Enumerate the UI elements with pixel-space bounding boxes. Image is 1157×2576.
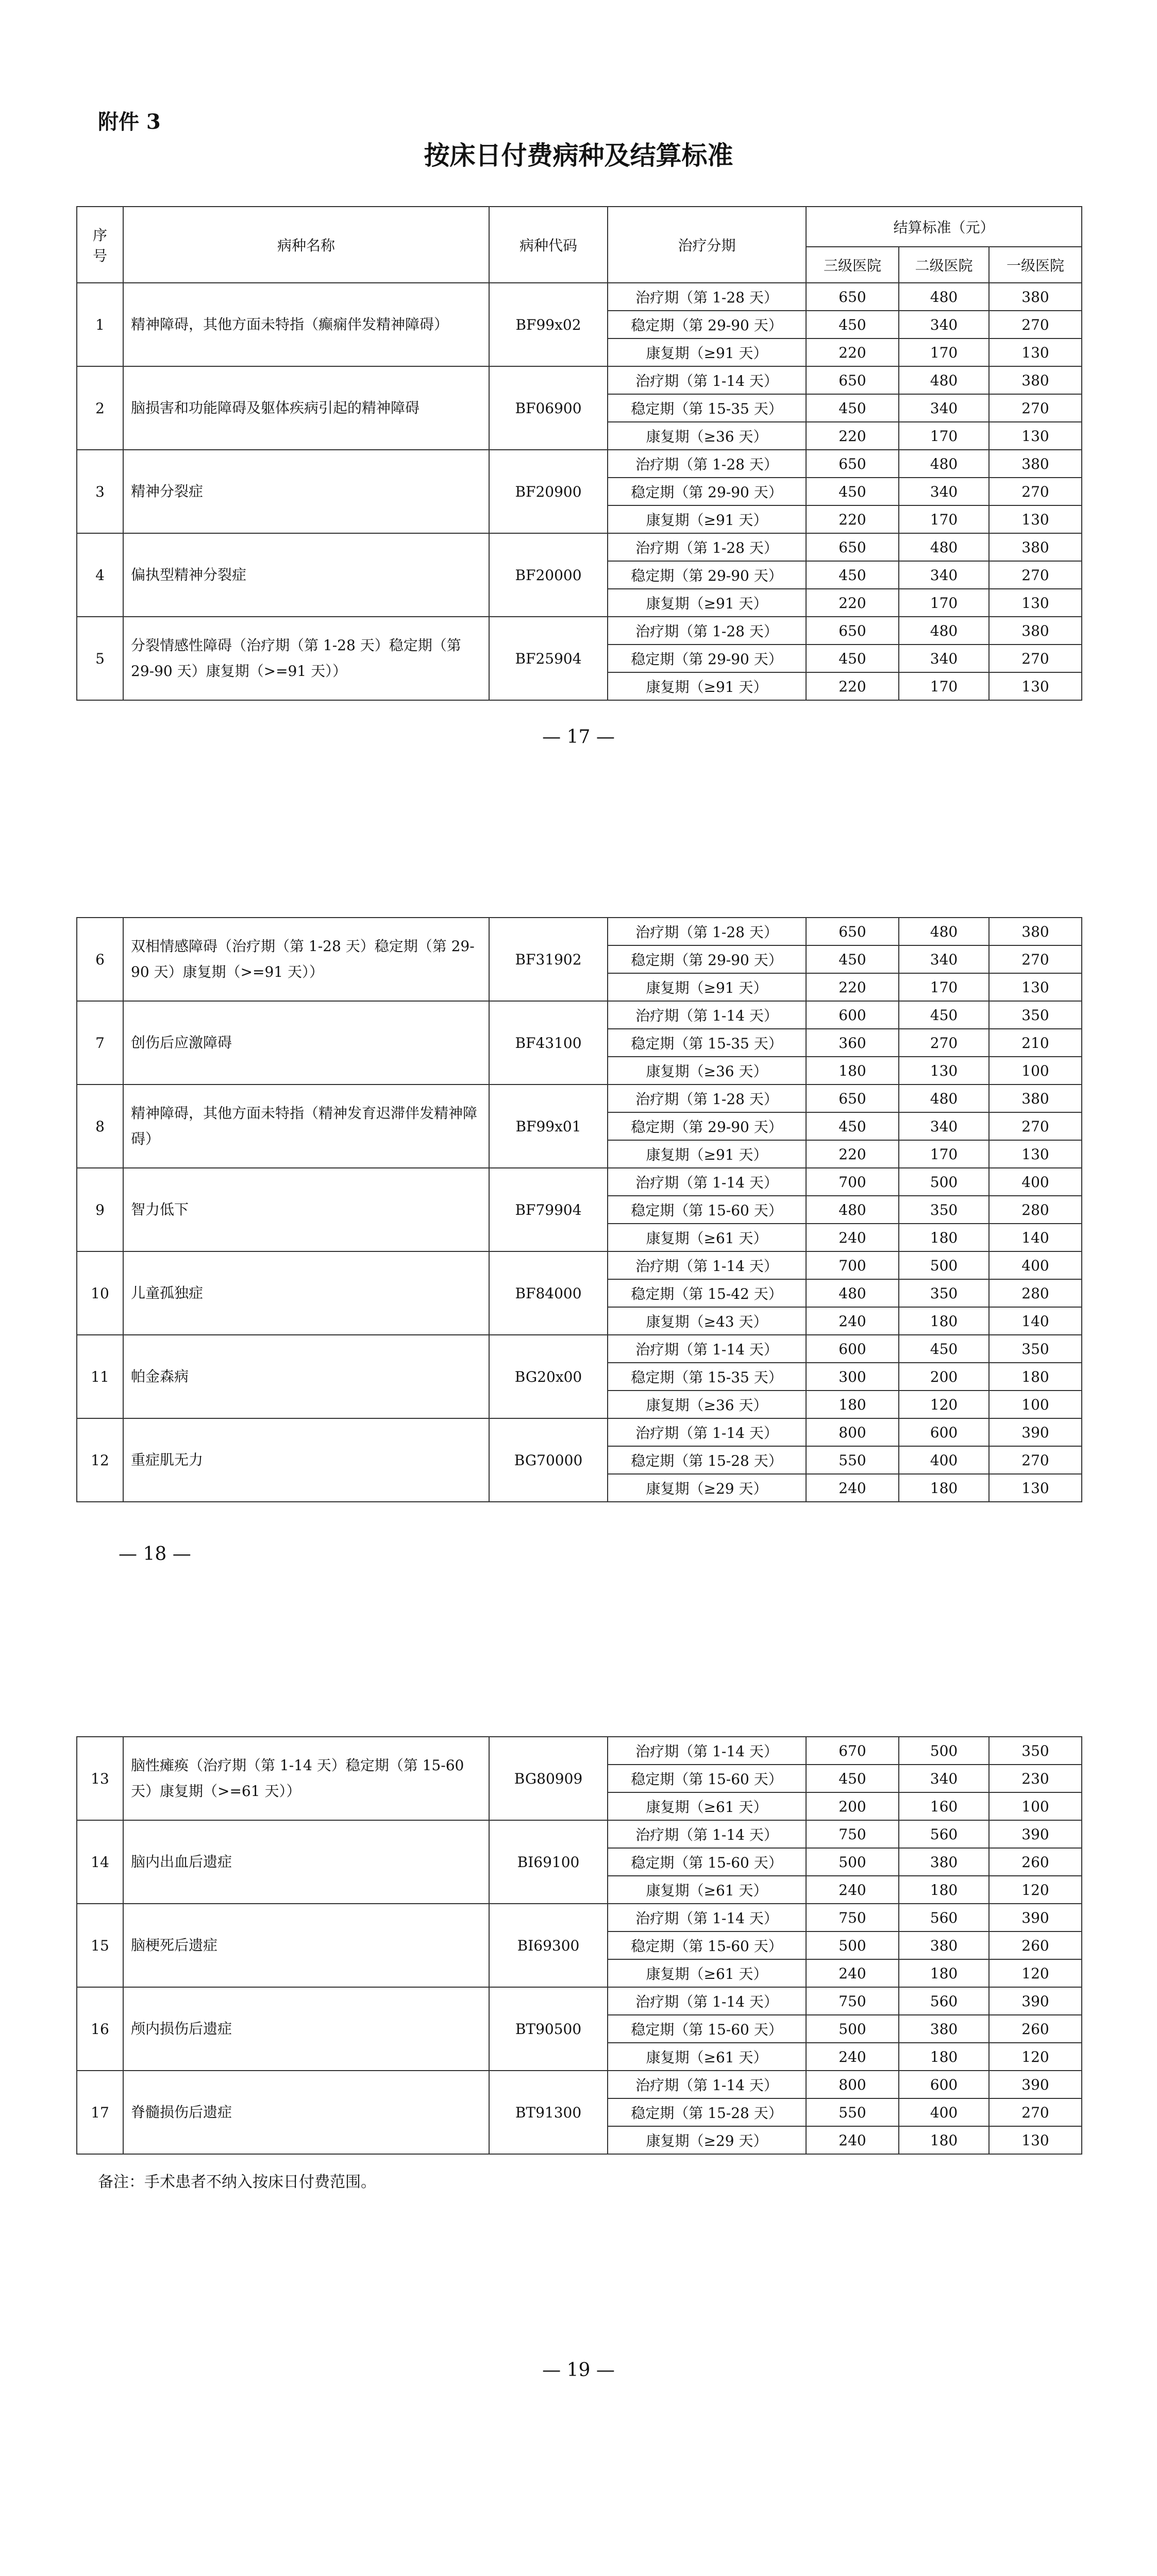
disease-number: 14 <box>77 1820 123 1904</box>
treatment-period: 治疗期（第 1-28 天） <box>608 533 806 561</box>
treatment-period: 康复期（≥61 天） <box>608 1876 806 1904</box>
disease-name: 帕金森病 <box>123 1335 489 1418</box>
level2-price: 120 <box>899 1391 989 1418</box>
level2-price: 350 <box>899 1196 989 1224</box>
disease-number: 15 <box>77 1904 123 1987</box>
level1-price: 270 <box>989 311 1082 338</box>
level2-price: 270 <box>899 1029 989 1057</box>
table-row <box>77 1168 1082 1196</box>
level1-price: 210 <box>989 1029 1082 1057</box>
disease-name: 智力低下 <box>123 1168 489 1251</box>
treatment-period: 稳定期（第 15-35 天） <box>608 1363 806 1391</box>
disease-number: 11 <box>77 1335 123 1418</box>
level1-price: 350 <box>989 1737 1082 1765</box>
table-row <box>77 450 1082 478</box>
disease-name: 精神分裂症 <box>123 450 489 533</box>
level2-price: 180 <box>899 1959 989 1987</box>
treatment-period: 稳定期（第 15-60 天） <box>608 1765 806 1792</box>
disease-number: 13 <box>77 1737 123 1820</box>
level2-price: 350 <box>899 1279 989 1307</box>
disease-code: BF84000 <box>489 1251 608 1335</box>
treatment-period: 稳定期（第 29-90 天） <box>608 478 806 505</box>
treatment-period: 稳定期（第 15-60 天） <box>608 2015 806 2043</box>
table-row <box>77 1001 1082 1029</box>
table-row <box>77 1084 1082 1112</box>
level2-price: 170 <box>899 338 989 366</box>
level1-price: 380 <box>989 617 1082 645</box>
table-row <box>77 617 1082 645</box>
level1-price: 380 <box>989 283 1082 311</box>
treatment-period: 治疗期（第 1-14 天） <box>608 1168 806 1196</box>
level2-price: 340 <box>899 945 989 973</box>
header-treatment-period: 治疗分期 <box>608 207 806 283</box>
treatment-period: 治疗期（第 1-28 天） <box>608 617 806 645</box>
level1-price: 270 <box>989 645 1082 672</box>
treatment-period: 康复期（≥91 天） <box>608 505 806 533</box>
level1-price: 130 <box>989 505 1082 533</box>
level3-price: 750 <box>806 1904 899 1931</box>
level3-price: 450 <box>806 311 899 338</box>
footnote: 备注：手术患者不纳入按床日付费范围。 <box>98 2173 376 2191</box>
level2-price: 340 <box>899 1112 989 1140</box>
disease-code: BF20900 <box>489 450 608 533</box>
treatment-period: 治疗期（第 1-28 天） <box>608 283 806 311</box>
disease-name: 颅内损伤后遗症 <box>123 1987 489 2071</box>
level3-price: 450 <box>806 1112 899 1140</box>
disease-name: 偏执型精神分裂症 <box>123 533 489 617</box>
level1-price: 390 <box>989 1904 1082 1931</box>
header-settlement-standard: 结算标准（元） <box>806 207 1082 247</box>
treatment-period: 康复期（≥36 天） <box>608 422 806 450</box>
disease-name: 儿童孤独症 <box>123 1251 489 1335</box>
disease-name: 分裂情感性障碍（治疗期（第 1-28 天）稳定期（第 29-90 天）康复期（>=91 天）） <box>123 617 489 700</box>
header-disease-name: 病种名称 <box>123 207 489 283</box>
level1-price: 400 <box>989 1168 1082 1196</box>
level1-price: 100 <box>989 1792 1082 1820</box>
level2-price: 180 <box>899 1224 989 1251</box>
level1-price: 270 <box>989 1446 1082 1474</box>
table-row <box>77 1251 1082 1279</box>
level2-price: 340 <box>899 311 989 338</box>
disease-number: 1 <box>77 283 123 366</box>
treatment-period: 稳定期（第 29-90 天） <box>608 945 806 973</box>
level3-price: 550 <box>806 1446 899 1474</box>
level3-price: 220 <box>806 338 899 366</box>
treatment-period: 康复期（≥61 天） <box>608 1792 806 1820</box>
treatment-period: 康复期（≥91 天） <box>608 973 806 1001</box>
level3-price: 450 <box>806 1765 899 1792</box>
level1-price: 130 <box>989 2126 1082 2154</box>
level3-price: 650 <box>806 918 899 945</box>
treatment-period: 治疗期（第 1-14 天） <box>608 2071 806 2098</box>
treatment-period: 康复期（≥91 天） <box>608 338 806 366</box>
table-row <box>77 533 1082 561</box>
header-level2-hospital: 二级医院 <box>899 247 989 283</box>
level1-price: 400 <box>989 1251 1082 1279</box>
treatment-period: 康复期（≥29 天） <box>608 2126 806 2154</box>
table-row <box>77 1737 1082 1765</box>
disease-number: 8 <box>77 1084 123 1168</box>
level3-price: 300 <box>806 1363 899 1391</box>
disease-name: 精神障碍，其他方面未特指（精神发育迟滞伴发精神障碍） <box>123 1084 489 1168</box>
treatment-period: 稳定期（第 15-35 天） <box>608 1029 806 1057</box>
level3-price: 700 <box>806 1168 899 1196</box>
level3-price: 750 <box>806 1987 899 2015</box>
level1-price: 390 <box>989 1987 1082 2015</box>
level1-price: 270 <box>989 478 1082 505</box>
level2-price: 170 <box>899 1140 989 1168</box>
level1-price: 280 <box>989 1196 1082 1224</box>
level1-price: 270 <box>989 561 1082 589</box>
disease-code: BG70000 <box>489 1418 608 1502</box>
treatment-period: 康复期（≥61 天） <box>608 2043 806 2071</box>
level2-price: 180 <box>899 1474 989 1502</box>
level1-price: 120 <box>989 1876 1082 1904</box>
level2-price: 180 <box>899 2043 989 2071</box>
level1-price: 260 <box>989 1931 1082 1959</box>
disease-number: 5 <box>77 617 123 700</box>
level2-price: 380 <box>899 1848 989 1876</box>
level2-price: 480 <box>899 617 989 645</box>
disease-name: 脊髓损伤后遗症 <box>123 2071 489 2154</box>
level1-price: 380 <box>989 533 1082 561</box>
treatment-period: 稳定期（第 15-42 天） <box>608 1279 806 1307</box>
disease-number: 7 <box>77 1001 123 1084</box>
disease-number: 10 <box>77 1251 123 1335</box>
level1-price: 270 <box>989 394 1082 422</box>
treatment-period: 稳定期（第 15-60 天） <box>608 1196 806 1224</box>
treatment-period: 治疗期（第 1-14 天） <box>608 1737 806 1765</box>
level3-price: 480 <box>806 1279 899 1307</box>
disease-code: BF99x01 <box>489 1084 608 1168</box>
level2-price: 560 <box>899 1904 989 1931</box>
level1-price: 130 <box>989 1140 1082 1168</box>
treatment-period: 康复期（≥36 天） <box>608 1057 806 1084</box>
treatment-period: 治疗期（第 1-14 天） <box>608 1418 806 1446</box>
level2-price: 380 <box>899 1931 989 1959</box>
table-row <box>77 2071 1082 2098</box>
treatment-period: 治疗期（第 1-28 天） <box>608 1084 806 1112</box>
level3-price: 180 <box>806 1057 899 1084</box>
disease-code: BF06900 <box>489 366 608 450</box>
header-level1-hospital: 一级医院 <box>989 247 1082 283</box>
disease-number: 2 <box>77 366 123 450</box>
header-disease-code: 病种代码 <box>489 207 608 283</box>
level1-price: 130 <box>989 1474 1082 1502</box>
level3-price: 550 <box>806 2098 899 2126</box>
level3-price: 180 <box>806 1391 899 1418</box>
level2-price: 560 <box>899 1987 989 2015</box>
level3-price: 220 <box>806 672 899 700</box>
treatment-period: 稳定期（第 15-60 天） <box>608 1848 806 1876</box>
level2-price: 480 <box>899 366 989 394</box>
table-row <box>77 918 1082 945</box>
level3-price: 500 <box>806 1931 899 1959</box>
level1-price: 180 <box>989 1363 1082 1391</box>
level3-price: 450 <box>806 561 899 589</box>
level3-price: 220 <box>806 973 899 1001</box>
level2-price: 600 <box>899 1418 989 1446</box>
level2-price: 500 <box>899 1168 989 1196</box>
level2-price: 400 <box>899 1446 989 1474</box>
level2-price: 180 <box>899 2126 989 2154</box>
disease-code: BI69300 <box>489 1904 608 1987</box>
treatment-period: 治疗期（第 1-14 天） <box>608 1001 806 1029</box>
level1-price: 390 <box>989 2071 1082 2098</box>
level3-price: 650 <box>806 366 899 394</box>
level3-price: 650 <box>806 450 899 478</box>
level1-price: 270 <box>989 945 1082 973</box>
level1-price: 270 <box>989 1112 1082 1140</box>
level2-price: 170 <box>899 505 989 533</box>
level3-price: 450 <box>806 478 899 505</box>
level3-price: 240 <box>806 1959 899 1987</box>
level2-price: 340 <box>899 645 989 672</box>
settlement-table-page-19 <box>76 1736 1082 2155</box>
treatment-period: 康复期（≥36 天） <box>608 1391 806 1418</box>
treatment-period: 治疗期（第 1-14 天） <box>608 1335 806 1363</box>
level3-price: 650 <box>806 1084 899 1112</box>
disease-code: BI69100 <box>489 1820 608 1904</box>
disease-code: BF25904 <box>489 617 608 700</box>
header-level3-hospital: 三级医院 <box>806 247 899 283</box>
level3-price: 800 <box>806 1418 899 1446</box>
disease-code: BT90500 <box>489 1987 608 2071</box>
page-number-17: — 17 — <box>542 726 615 748</box>
page-number-18: — 18 — <box>119 1544 191 1565</box>
level1-price: 130 <box>989 422 1082 450</box>
level2-price: 160 <box>899 1792 989 1820</box>
treatment-period: 治疗期（第 1-14 天） <box>608 1820 806 1848</box>
disease-name: 脑梗死后遗症 <box>123 1904 489 1987</box>
level2-price: 480 <box>899 533 989 561</box>
table-row <box>77 1335 1082 1363</box>
level3-price: 500 <box>806 2015 899 2043</box>
level2-price: 200 <box>899 1363 989 1391</box>
level2-price: 170 <box>899 973 989 1001</box>
treatment-period: 稳定期（第 29-90 天） <box>608 561 806 589</box>
level3-price: 650 <box>806 283 899 311</box>
treatment-period: 康复期（≥29 天） <box>608 1474 806 1502</box>
level2-price: 600 <box>899 2071 989 2098</box>
table-row <box>77 1904 1082 1931</box>
disease-name: 脑性瘫痪（治疗期（第 1-14 天）稳定期（第 15-60 天）康复期（>=61 天）） <box>123 1737 489 1820</box>
level2-price: 130 <box>899 1057 989 1084</box>
treatment-period: 稳定期（第 15-28 天） <box>608 2098 806 2126</box>
level2-price: 340 <box>899 478 989 505</box>
disease-name: 脑内出血后遗症 <box>123 1820 489 1904</box>
page-number-19: — 19 — <box>542 2360 615 2381</box>
level3-price: 480 <box>806 1196 899 1224</box>
level2-price: 480 <box>899 450 989 478</box>
table-row <box>77 1418 1082 1446</box>
level1-price: 350 <box>989 1335 1082 1363</box>
disease-number: 4 <box>77 533 123 617</box>
level1-price: 380 <box>989 918 1082 945</box>
level3-price: 240 <box>806 2043 899 2071</box>
level3-price: 220 <box>806 1140 899 1168</box>
treatment-period: 康复期（≥61 天） <box>608 1224 806 1251</box>
disease-code: BF31902 <box>489 918 608 1001</box>
level3-price: 240 <box>806 2126 899 2154</box>
level2-price: 450 <box>899 1001 989 1029</box>
level2-price: 170 <box>899 422 989 450</box>
level2-price: 340 <box>899 394 989 422</box>
level3-price: 240 <box>806 1876 899 1904</box>
disease-code: BG80909 <box>489 1737 608 1820</box>
level3-price: 670 <box>806 1737 899 1765</box>
level3-price: 600 <box>806 1001 899 1029</box>
treatment-period: 治疗期（第 1-14 天） <box>608 1251 806 1279</box>
treatment-period: 治疗期（第 1-14 天） <box>608 1904 806 1931</box>
treatment-period: 稳定期（第 15-28 天） <box>608 1446 806 1474</box>
table-row <box>77 283 1082 311</box>
disease-number: 17 <box>77 2071 123 2154</box>
level1-price: 120 <box>989 1959 1082 1987</box>
level3-price: 700 <box>806 1251 899 1279</box>
disease-code: BF99x02 <box>489 283 608 366</box>
level2-price: 480 <box>899 283 989 311</box>
level1-price: 130 <box>989 672 1082 700</box>
disease-number: 3 <box>77 450 123 533</box>
treatment-period: 稳定期（第 15-60 天） <box>608 1931 806 1959</box>
level3-price: 240 <box>806 1224 899 1251</box>
level3-price: 800 <box>806 2071 899 2098</box>
level1-price: 100 <box>989 1057 1082 1084</box>
disease-code: BG20x00 <box>489 1335 608 1418</box>
level2-price: 480 <box>899 918 989 945</box>
level1-price: 130 <box>989 589 1082 617</box>
level1-price: 230 <box>989 1765 1082 1792</box>
treatment-period: 治疗期（第 1-28 天） <box>608 450 806 478</box>
disease-code: BF43100 <box>489 1001 608 1084</box>
treatment-period: 康复期（≥61 天） <box>608 1959 806 1987</box>
level1-price: 350 <box>989 1001 1082 1029</box>
treatment-period: 稳定期（第 15-35 天） <box>608 394 806 422</box>
level1-price: 380 <box>989 1084 1082 1112</box>
level3-price: 200 <box>806 1792 899 1820</box>
level2-price: 450 <box>899 1335 989 1363</box>
level1-price: 390 <box>989 1418 1082 1446</box>
level2-price: 170 <box>899 589 989 617</box>
disease-name: 脑损害和功能障碍及躯体疾病引起的精神障碍 <box>123 366 489 450</box>
level3-price: 500 <box>806 1848 899 1876</box>
level3-price: 220 <box>806 505 899 533</box>
header-no: 序 号 <box>77 207 123 283</box>
document-title: 按床日付费病种及结算标准 <box>424 140 733 171</box>
level3-price: 450 <box>806 394 899 422</box>
disease-code: BF20000 <box>489 533 608 617</box>
level2-price: 180 <box>899 1307 989 1335</box>
treatment-period: 康复期（≥91 天） <box>608 1140 806 1168</box>
level2-price: 500 <box>899 1737 989 1765</box>
level3-price: 650 <box>806 617 899 645</box>
treatment-period: 稳定期（第 29-90 天） <box>608 1112 806 1140</box>
treatment-period: 稳定期（第 29-90 天） <box>608 645 806 672</box>
table-row <box>77 1820 1082 1848</box>
disease-number: 6 <box>77 918 123 1001</box>
settlement-table-page-17 <box>76 206 1082 701</box>
level1-price: 130 <box>989 973 1082 1001</box>
level2-price: 500 <box>899 1251 989 1279</box>
treatment-period: 稳定期（第 29-90 天） <box>608 311 806 338</box>
level2-price: 380 <box>899 2015 989 2043</box>
level2-price: 480 <box>899 1084 989 1112</box>
level2-price: 340 <box>899 1765 989 1792</box>
settlement-table-page-18 <box>76 917 1082 1502</box>
level3-price: 220 <box>806 589 899 617</box>
disease-name: 双相情感障碍（治疗期（第 1-28 天）稳定期（第 29-90 天）康复期（>=91 天）） <box>123 918 489 1001</box>
level3-price: 240 <box>806 1307 899 1335</box>
table-row <box>77 1987 1082 2015</box>
level1-price: 140 <box>989 1307 1082 1335</box>
level1-price: 260 <box>989 2015 1082 2043</box>
disease-number: 12 <box>77 1418 123 1502</box>
level3-price: 750 <box>806 1820 899 1848</box>
disease-number: 9 <box>77 1168 123 1251</box>
level3-price: 360 <box>806 1029 899 1057</box>
level2-price: 170 <box>899 672 989 700</box>
level2-price: 560 <box>899 1820 989 1848</box>
level1-price: 100 <box>989 1391 1082 1418</box>
level3-price: 450 <box>806 945 899 973</box>
level1-price: 260 <box>989 1848 1082 1876</box>
level3-price: 650 <box>806 533 899 561</box>
treatment-period: 康复期（≥91 天） <box>608 672 806 700</box>
level2-price: 340 <box>899 561 989 589</box>
disease-code: BT91300 <box>489 2071 608 2154</box>
table-row <box>77 366 1082 394</box>
level3-price: 450 <box>806 645 899 672</box>
level1-price: 280 <box>989 1279 1082 1307</box>
treatment-period: 康复期（≥91 天） <box>608 589 806 617</box>
treatment-period: 治疗期（第 1-14 天） <box>608 366 806 394</box>
level2-price: 400 <box>899 2098 989 2126</box>
level1-price: 140 <box>989 1224 1082 1251</box>
level1-price: 270 <box>989 2098 1082 2126</box>
level1-price: 380 <box>989 366 1082 394</box>
treatment-period: 治疗期（第 1-28 天） <box>608 918 806 945</box>
disease-name: 创伤后应激障碍 <box>123 1001 489 1084</box>
disease-name: 重症肌无力 <box>123 1418 489 1502</box>
level1-price: 380 <box>989 450 1082 478</box>
treatment-period: 康复期（≥43 天） <box>608 1307 806 1335</box>
disease-code: BF79904 <box>489 1168 608 1251</box>
level3-price: 600 <box>806 1335 899 1363</box>
level3-price: 220 <box>806 422 899 450</box>
disease-number: 16 <box>77 1987 123 2071</box>
level1-price: 130 <box>989 338 1082 366</box>
treatment-period: 治疗期（第 1-14 天） <box>608 1987 806 2015</box>
attachment-label: 附件 3 <box>98 110 161 134</box>
disease-name: 精神障碍，其他方面未特指（癫痫伴发精神障碍） <box>123 283 489 366</box>
level3-price: 240 <box>806 1474 899 1502</box>
level1-price: 390 <box>989 1820 1082 1848</box>
level1-price: 120 <box>989 2043 1082 2071</box>
level2-price: 180 <box>899 1876 989 1904</box>
